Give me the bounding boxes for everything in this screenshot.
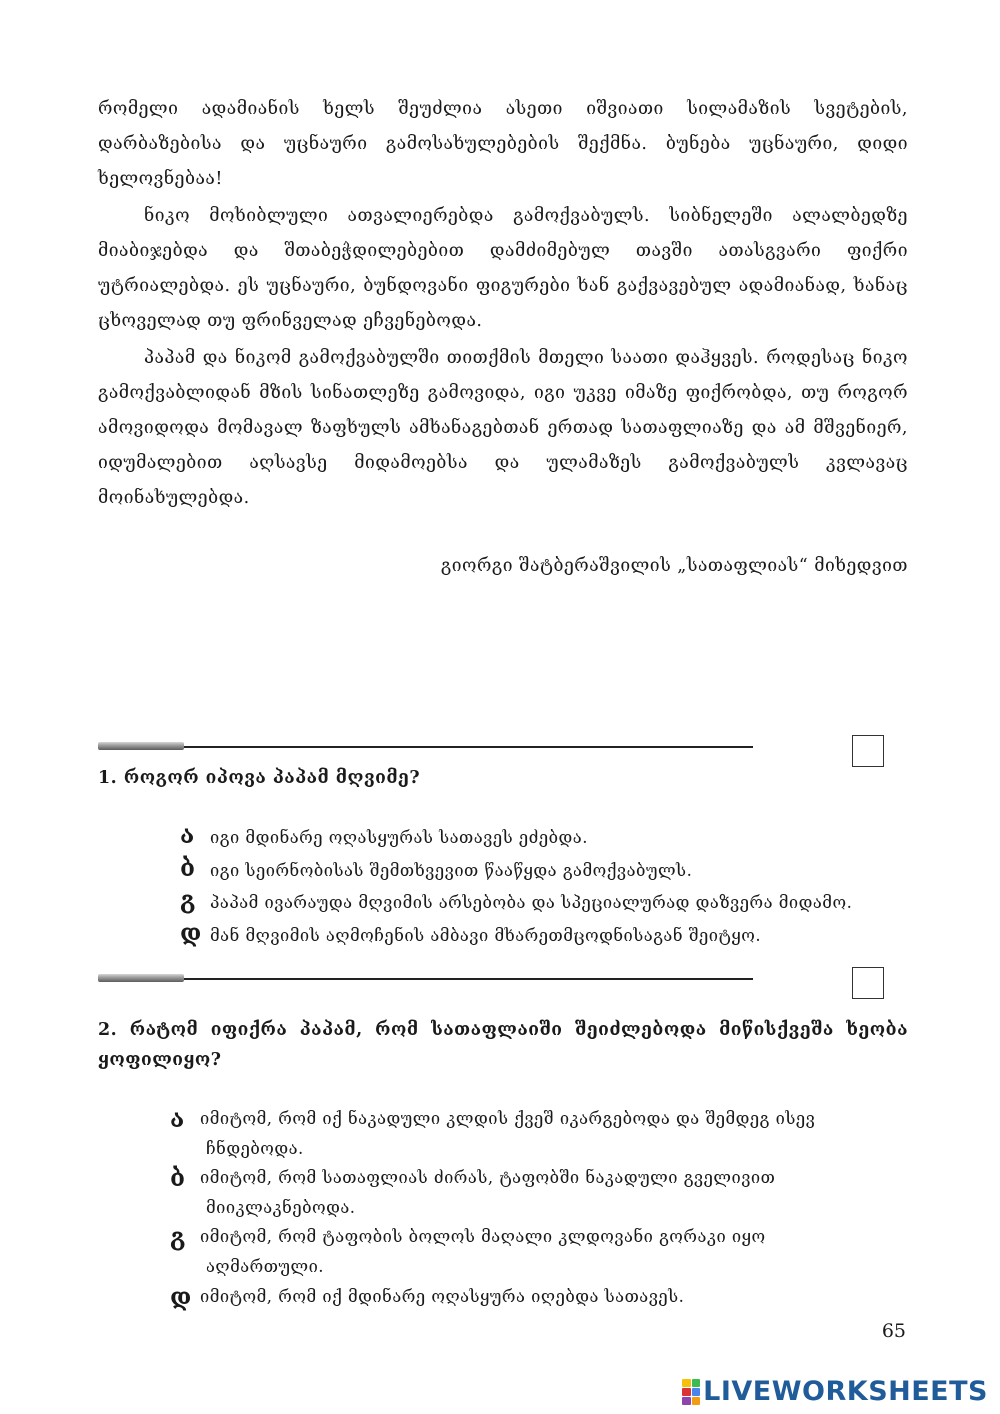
logo-tile — [682, 1388, 691, 1396]
option-text: პაპამ ივარაუდა მღვიმის არსებობა და სპეციალურად დაზვერა მიდამო. — [210, 893, 853, 912]
page-number: 65 — [881, 1320, 906, 1342]
passage-paragraph-1: რომელი ადამიანის ხელს შეუძლია ასეთი იშვიათი სილამაზის სვეტების, დარბაზებისა და უცნაური გამოსახულებების შექმნა. ბუნება უცნაური, დიდი ხელოვნებაა! — [98, 99, 908, 189]
option-text — [200, 1282, 890, 1312]
liveworksheets-brand[interactable] — [682, 1376, 988, 1407]
logo-tile — [682, 1397, 691, 1405]
option-letter: ა — [180, 820, 195, 849]
option-text — [200, 1163, 890, 1223]
logo-tile — [682, 1379, 691, 1387]
option-letter: ა — [170, 1104, 185, 1133]
option-text-line-1: იმიტომ, რომ იქ მდინარე ოღასყურა იღებდა სათავეს. — [200, 1287, 685, 1306]
liveworksheets-wordmark: LIVEWORKSHEETS — [703, 1376, 988, 1407]
question-2-text: 2. რატომ იფიქრა პაპამ, რომ სათაფლაიში შეიძლებოდა მიწისქვეშა ხეობა ყოფილიყო? — [98, 1020, 908, 1070]
option-text-line-1: იმიტომ, რომ იქ ნაკადული კლდის ქვეშ იკარგებოდა და შემდეგ ისევ — [200, 1109, 816, 1128]
question-2-option-c[interactable] — [170, 1222, 890, 1282]
logo-tile — [692, 1379, 701, 1387]
question-2-option-d[interactable] — [170, 1282, 890, 1312]
option-text-line-1: იმიტომ, რომ სათაფლიას ძირას, ტაფობში ნაკადული გველივით — [200, 1168, 776, 1187]
option-text-line-2: მიიკლაკნებოდა. — [206, 1198, 356, 1217]
option-text: იგი მდინარე ოღასყურას სათავეს ეძებდა. — [210, 828, 588, 847]
option-letter: ბ — [180, 853, 196, 882]
option-text — [200, 1104, 890, 1164]
option-letter: დ — [180, 918, 202, 947]
option-letter: ბ — [170, 1163, 186, 1192]
divider-accent-bar — [98, 974, 184, 982]
option-text-line-2: აღმართული. — [206, 1257, 325, 1276]
divider-line — [184, 746, 753, 748]
question-1-option-c[interactable] — [180, 885, 852, 918]
option-letter: გ — [180, 885, 196, 914]
divider-accent-bar — [98, 742, 184, 750]
question-1-option-d[interactable] — [180, 918, 761, 951]
option-text-line-1: იმიტომ, რომ ტაფობის ბოლოს მაღალი კლდოვანი გორაკი იყო — [200, 1227, 766, 1246]
option-text-line-2: ჩნდებოდა. — [206, 1139, 304, 1158]
question-2-option-b[interactable] — [170, 1163, 890, 1223]
option-letter: დ — [170, 1282, 192, 1311]
divider-line — [184, 978, 753, 980]
option-text: მან მღვიმის აღმოჩენის ამბავი მხარეთმცოდნისაგან შეიტყო. — [210, 926, 762, 945]
option-text — [200, 1222, 890, 1282]
question-1-option-b[interactable] — [180, 853, 692, 886]
question-2-answer-box[interactable] — [852, 967, 884, 999]
passage-source: გიორგი შატბერაშვილის „სათაფლიას“ მიხედვით — [440, 556, 908, 576]
logo-tile — [692, 1388, 701, 1396]
question-1-text: 1. როგორ იპოვა პაპამ მღვიმე? — [98, 768, 421, 788]
option-text: იგი სეირნობისას შემთხვევით წააწყდა გამოქვაბულს. — [210, 861, 693, 880]
liveworksheets-logo-icon — [682, 1379, 700, 1405]
question-1-option-a[interactable] — [180, 820, 588, 853]
passage-paragraph-3: პაპამ და ნიკომ გამოქვაბულში თითქმის მთელი საათი დაჰყვეს. როდესაც ნიკო გამოქვაბლიდან მზის სინათლეზე გამოვიდა, იგი უკვე იმაზე ფიქრობდა, თუ როგორ ამოვიდოდა მომავალ ზაფხულს ამხანაგებთან ერთად სათაფლიაზე და ამ მშვენიერ, იდუმალებით აღსავსე მიდამოებსა და ულამაზეს გამოქვაბულს კვლავაც მოინახულებდა. — [98, 348, 908, 508]
option-letter: გ — [170, 1222, 186, 1251]
logo-tile — [692, 1397, 701, 1405]
question-1-divider — [98, 740, 753, 752]
question-2-divider — [98, 972, 753, 984]
passage-paragraph-2: ნიკო მოხიბლული ათვალიერებდა გამოქვაბულს. სიბნელეში ალალბედზე მიაბიჯებდა და შთაბეჭდილებებით დამძიმებულ თავში ათასგვარი ფიქრი უტრიალებდა. ეს უცნაური, ბუნდოვანი ფიგურები ხან გაქვავებულ ადამიანად, ხანაც ცხოველად თუ ფრინველად ეჩვენებოდა. — [98, 206, 908, 331]
question-2-option-a[interactable] — [170, 1104, 890, 1164]
